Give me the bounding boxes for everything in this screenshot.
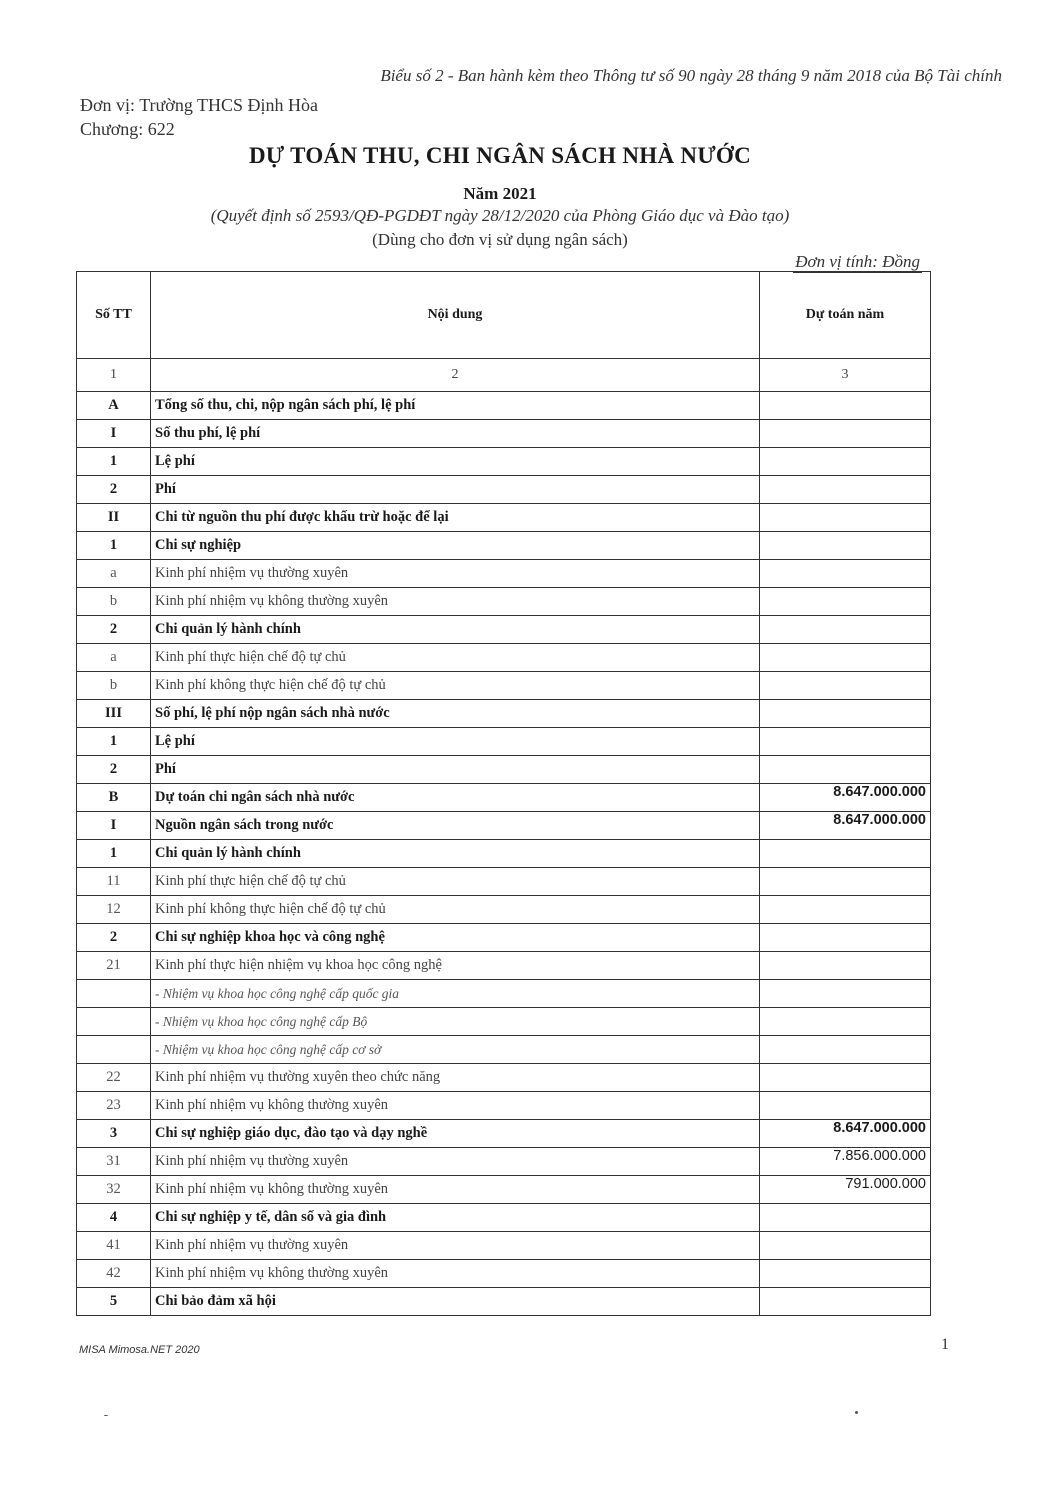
row-amount-cell: [760, 1036, 931, 1064]
table-row: [77, 616, 931, 644]
row-amount-cell: [760, 420, 931, 448]
row-content-cell: Lệ phí: [151, 448, 760, 476]
row-number-cell: 21: [77, 952, 151, 980]
usage-note: (Dùng cho đơn vị sử dụng ngân sách): [372, 230, 628, 249]
table-row: [77, 728, 931, 756]
row-number-cell: 3: [77, 1120, 151, 1148]
table-body: [77, 392, 931, 1316]
row-content-cell: Chi sự nghiệp khoa học và công nghệ: [151, 924, 760, 952]
table-row: [77, 1120, 931, 1148]
row-content-cell: Số thu phí, lệ phí: [151, 420, 760, 448]
row-amount-cell: [760, 1008, 931, 1036]
row-number-cell: III: [77, 700, 151, 728]
row-amount-cell: [760, 672, 931, 700]
row-content-cell: Kinh phí nhiệm vụ không thường xuyên: [151, 1176, 760, 1204]
row-amount-cell: [760, 616, 931, 644]
header-stt: Số TT: [77, 272, 151, 359]
row-content-cell: Kinh phí thực hiện chế độ tự chủ: [151, 644, 760, 672]
column-number-row: [77, 359, 931, 392]
row-number-cell: 22: [77, 1064, 151, 1092]
table-row: [77, 1064, 931, 1092]
currency-unit: Đơn vị tính: Đồng: [795, 252, 920, 271]
row-content-cell: Kinh phí nhiệm vụ không thường xuyên: [151, 588, 760, 616]
table-row: [77, 448, 931, 476]
row-amount-cell: [760, 980, 931, 1008]
row-number-cell: [77, 1036, 151, 1064]
row-amount-cell: [760, 1260, 931, 1288]
row-content-cell: Nguồn ngân sách trong nước: [151, 812, 760, 840]
row-number-cell: [77, 1008, 151, 1036]
row-amount-cell: [760, 1092, 931, 1120]
row-amount-cell: [760, 924, 931, 952]
form-note: Biểu số 2 - Ban hành kèm theo Thông tư số 90 ngày 28 tháng 9 năm 2018 của Bộ Tài chính: [380, 66, 1002, 85]
table-row: [77, 476, 931, 504]
row-content-cell: Kinh phí không thực hiện chế độ tự chủ: [151, 672, 760, 700]
row-content-cell: Tổng số thu, chi, nộp ngân sách phí, lệ phí: [151, 392, 760, 420]
row-amount-cell: [760, 476, 931, 504]
row-number-cell: 31: [77, 1148, 151, 1176]
row-amount-cell: 7.856.000.000: [760, 1148, 931, 1176]
table-row: [77, 896, 931, 924]
row-number-cell: II: [77, 504, 151, 532]
table-row: [77, 924, 931, 952]
table-row: [77, 1148, 931, 1176]
row-amount-cell: [760, 588, 931, 616]
row-amount-cell: 8.647.000.000: [760, 1120, 931, 1148]
header-content: Nội dung: [151, 272, 760, 359]
table-row: [77, 700, 931, 728]
row-content-cell: Kinh phí thực hiện chế độ tự chủ: [151, 868, 760, 896]
table-header-row: [77, 272, 931, 359]
column-number: 2: [151, 359, 760, 392]
row-number-cell: a: [77, 644, 151, 672]
row-content-cell: - Nhiệm vụ khoa học công nghệ cấp cơ sở: [151, 1036, 760, 1064]
row-number-cell: 11: [77, 868, 151, 896]
row-number-cell: 2: [77, 924, 151, 952]
table-row: [77, 756, 931, 784]
row-number-cell: [77, 980, 151, 1008]
row-content-cell: Dự toán chi ngân sách nhà nước: [151, 784, 760, 812]
row-content-cell: Chi từ nguồn thu phí được khấu trừ hoặc để lại: [151, 504, 760, 532]
row-amount-cell: [760, 392, 931, 420]
table-row: [77, 784, 931, 812]
row-number-cell: 2: [77, 756, 151, 784]
chapter-code: Chương: 622: [80, 119, 175, 139]
table-row: [77, 1036, 931, 1064]
table-row: [77, 1092, 931, 1120]
row-content-cell: Kinh phí không thực hiện chế độ tự chủ: [151, 896, 760, 924]
row-number-cell: 1: [77, 532, 151, 560]
table-row: [77, 392, 931, 420]
column-number: 3: [760, 359, 931, 392]
row-number-cell: 32: [77, 1176, 151, 1204]
row-content-cell: Kinh phí nhiệm vụ không thường xuyên: [151, 1092, 760, 1120]
column-number: 1: [77, 359, 151, 392]
row-content-cell: Kinh phí nhiệm vụ thường xuyên theo chức năng: [151, 1064, 760, 1092]
row-content-cell: Kinh phí nhiệm vụ thường xuyên: [151, 560, 760, 588]
row-content-cell: - Nhiệm vụ khoa học công nghệ cấp Bộ: [151, 1008, 760, 1036]
row-number-cell: 1: [77, 840, 151, 868]
table-row: [77, 504, 931, 532]
row-amount-cell: [760, 644, 931, 672]
table-row: [77, 588, 931, 616]
row-amount-cell: [760, 952, 931, 980]
row-amount-cell: [760, 896, 931, 924]
row-amount-cell: [760, 728, 931, 756]
page-title: DỰ TOÁN THU, CHI NGÂN SÁCH NHÀ NƯỚC: [248, 143, 752, 168]
row-amount-cell: [760, 1064, 931, 1092]
table-row: [77, 1176, 931, 1204]
row-number-cell: 2: [77, 616, 151, 644]
row-amount-cell: [760, 1288, 931, 1316]
row-content-cell: Số phí, lệ phí nộp ngân sách nhà nước: [151, 700, 760, 728]
row-amount-cell: [760, 448, 931, 476]
row-content-cell: - Nhiệm vụ khoa học công nghệ cấp quốc gia: [151, 980, 760, 1008]
row-number-cell: 2: [77, 476, 151, 504]
row-content-cell: Chi quản lý hành chính: [151, 616, 760, 644]
software-footer: MISA Mimosa.NET 2020: [79, 1344, 200, 1356]
row-number-cell: a: [77, 560, 151, 588]
row-amount-cell: 791.000.000: [760, 1176, 931, 1204]
table-row: [77, 560, 931, 588]
row-amount-cell: 8.647.000.000: [760, 784, 931, 812]
row-number-cell: 42: [77, 1260, 151, 1288]
row-content-cell: Phí: [151, 476, 760, 504]
row-number-cell: 12: [77, 896, 151, 924]
header-amount: Dự toán năm: [760, 272, 931, 359]
row-amount-cell: [760, 868, 931, 896]
table-row: [77, 840, 931, 868]
row-content-cell: Kinh phí nhiệm vụ thường xuyên: [151, 1232, 760, 1260]
budget-year: Năm 2021: [463, 184, 537, 203]
row-number-cell: 1: [77, 728, 151, 756]
row-content-cell: Chi bảo đảm xã hội: [151, 1288, 760, 1316]
table-row: [77, 868, 931, 896]
row-number-cell: A: [77, 392, 151, 420]
row-content-cell: Chi sự nghiệp giáo dục, đào tạo và dạy nghề: [151, 1120, 760, 1148]
row-amount-cell: [760, 532, 931, 560]
table-row: [77, 1204, 931, 1232]
row-content-cell: Lệ phí: [151, 728, 760, 756]
unit-name: Đơn vị: Trường THCS Định Hòa: [80, 95, 318, 115]
scan-speck: [855, 1411, 858, 1414]
table-row: [77, 952, 931, 980]
row-number-cell: B: [77, 784, 151, 812]
row-amount-cell: [760, 1232, 931, 1260]
table-row: [77, 980, 931, 1008]
row-amount-cell: [760, 560, 931, 588]
row-content-cell: Kinh phí nhiệm vụ không thường xuyên: [151, 1260, 760, 1288]
row-content-cell: Chi quản lý hành chính: [151, 840, 760, 868]
row-amount-cell: [760, 700, 931, 728]
row-number-cell: 5: [77, 1288, 151, 1316]
row-number-cell: b: [77, 672, 151, 700]
row-amount-cell: 8.647.000.000: [760, 812, 931, 840]
table-row: [77, 644, 931, 672]
row-amount-cell: [760, 504, 931, 532]
row-number-cell: 4: [77, 1204, 151, 1232]
row-number-cell: 23: [77, 1092, 151, 1120]
table-row: [77, 1260, 931, 1288]
row-number-cell: 1: [77, 448, 151, 476]
row-content-cell: Phí: [151, 756, 760, 784]
row-number-cell: 41: [77, 1232, 151, 1260]
table-row: [77, 1232, 931, 1260]
decision-reference: (Quyết định số 2593/QĐ-PGDĐT ngày 28/12/2020 của Phòng Giáo dục và Đào tạo): [210, 206, 790, 225]
table-row: [77, 420, 931, 448]
table-row: [77, 1008, 931, 1036]
row-number-cell: b: [77, 588, 151, 616]
row-content-cell: Kinh phí nhiệm vụ thường xuyên: [151, 1148, 760, 1176]
row-number-cell: I: [77, 420, 151, 448]
table-row: [77, 672, 931, 700]
row-number-cell: I: [77, 812, 151, 840]
scan-speck: [104, 1415, 108, 1416]
budget-table: [76, 271, 931, 1316]
table-row: [77, 812, 931, 840]
row-amount-cell: [760, 840, 931, 868]
table-row: [77, 532, 931, 560]
row-amount-cell: [760, 756, 931, 784]
row-content-cell: Kinh phí thực hiện nhiệm vụ khoa học công nghệ: [151, 952, 760, 980]
table-row: [77, 1288, 931, 1316]
row-amount-cell: [760, 1204, 931, 1232]
row-content-cell: Chi sự nghiệp: [151, 532, 760, 560]
page-number: 1: [941, 1336, 949, 1353]
row-content-cell: Chi sự nghiệp y tế, dân số và gia đình: [151, 1204, 760, 1232]
